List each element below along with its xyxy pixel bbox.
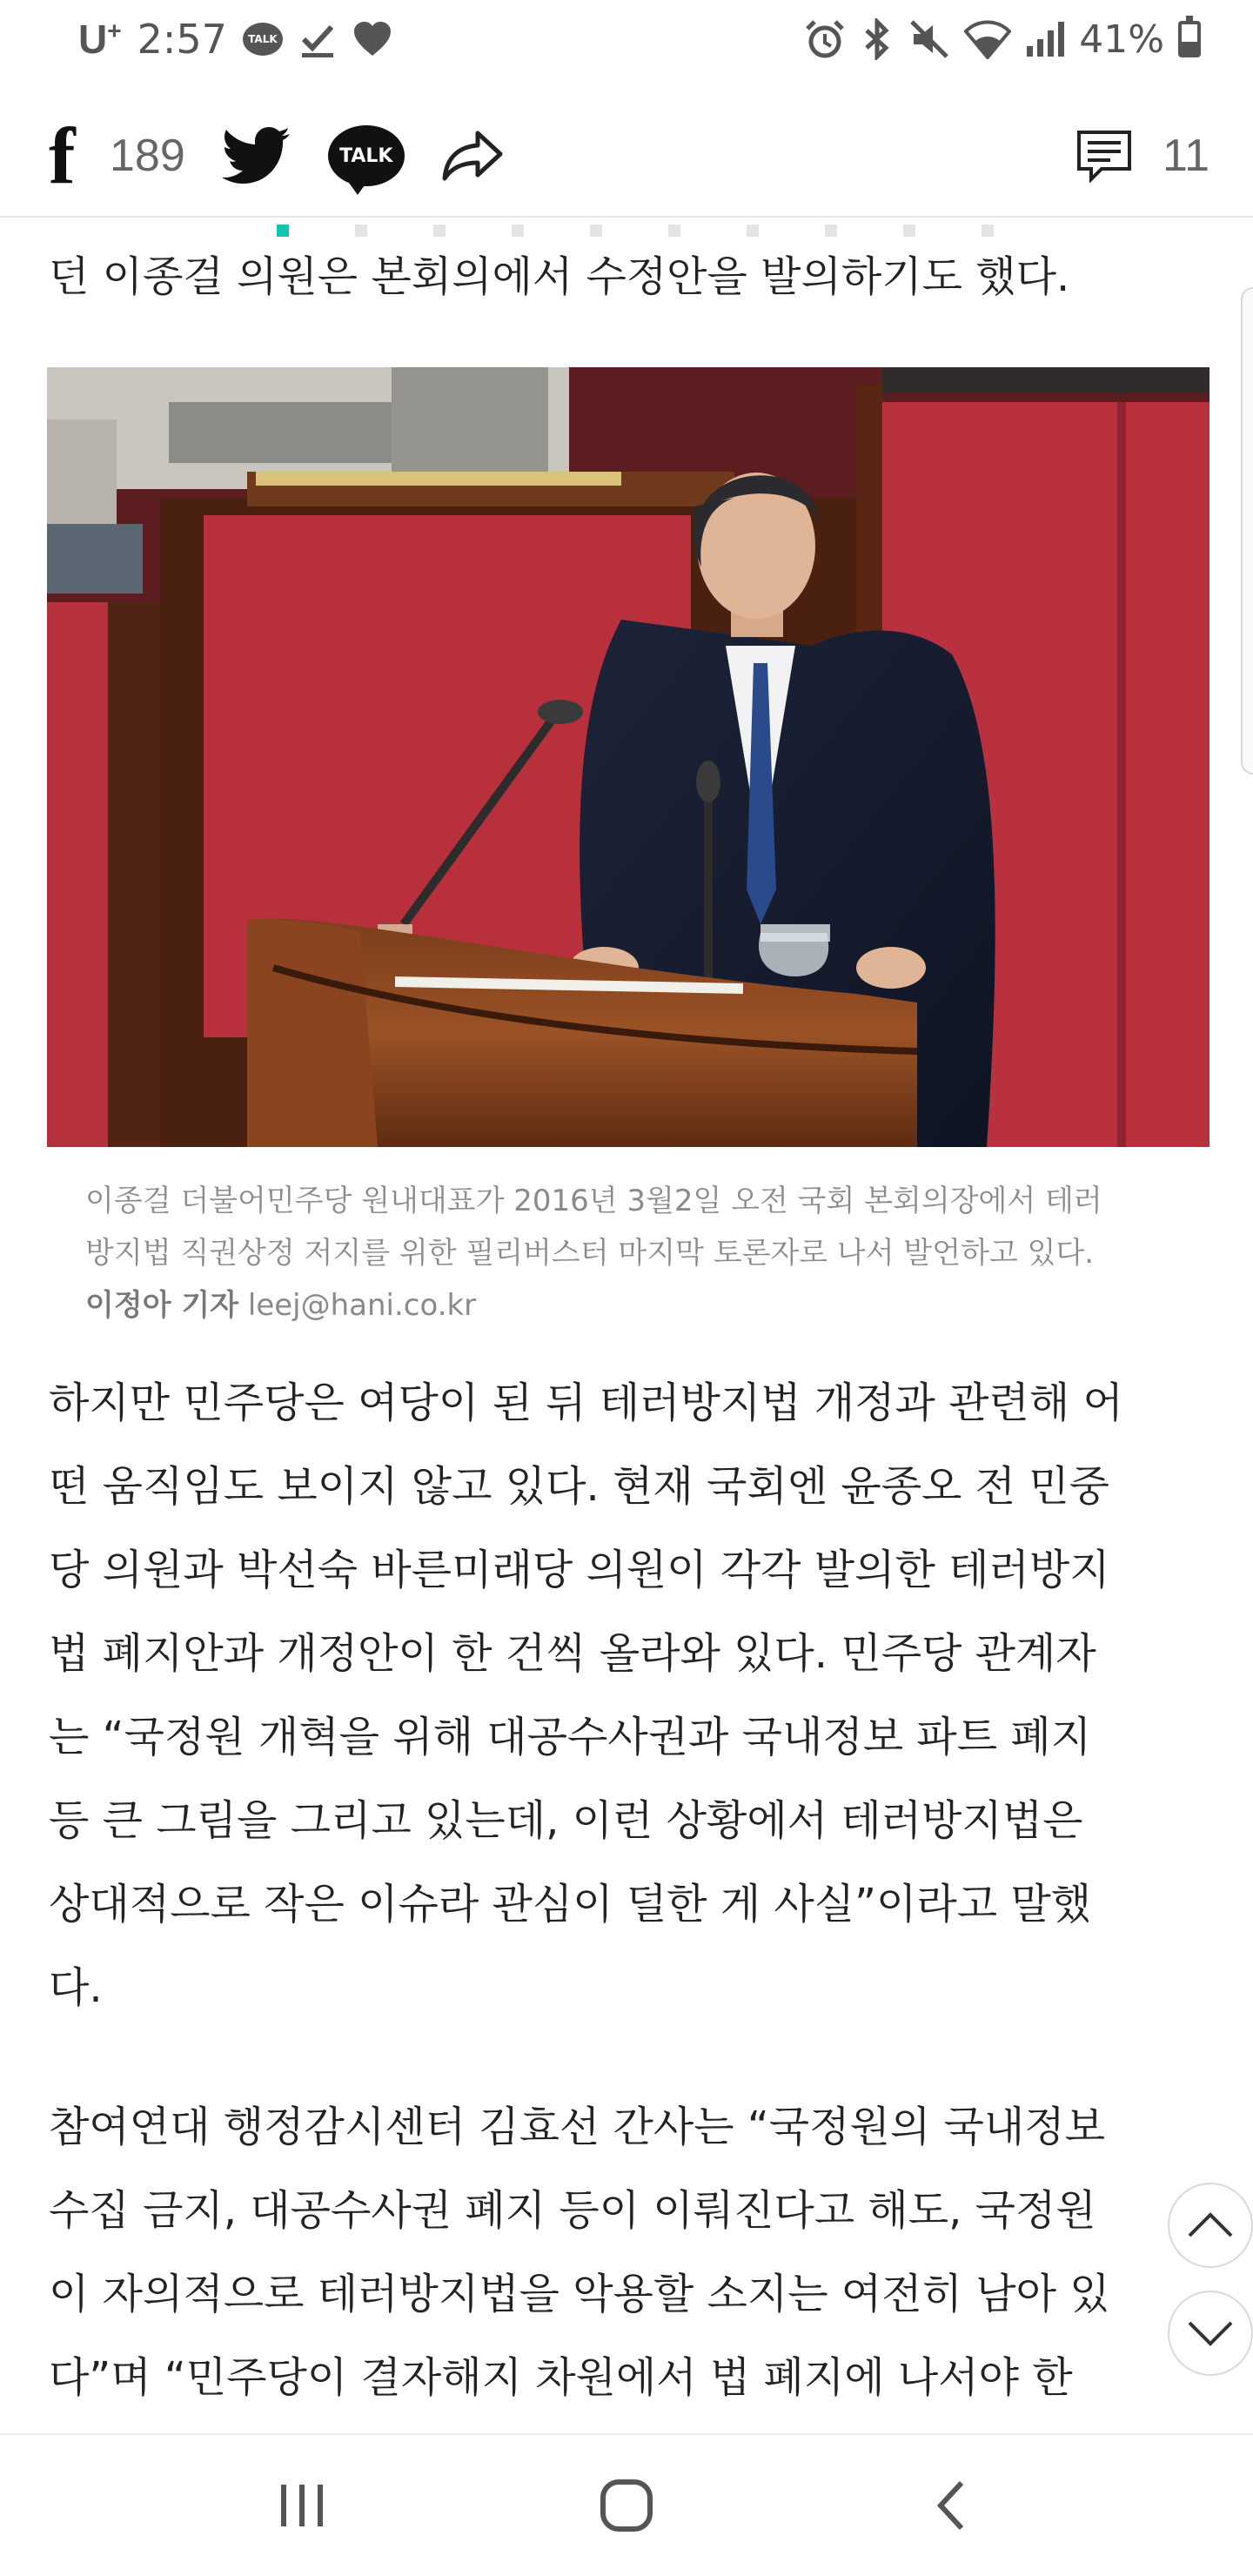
share-arrow-icon [441, 130, 504, 182]
carrier-name: U [78, 17, 108, 62]
paragraph-line: 는 “국정원 개혁을 위해 대공수사권과 국내정보 파트 폐지 [49, 1713, 1092, 1761]
paragraph-line: 다. [49, 1963, 103, 2012]
article-paragraph [49, 2085, 1163, 2419]
paragraph-line: 당 의원과 박선숙 바른미래당 의원이 각각 발의한 테러방지 [49, 1546, 1110, 1594]
chevron-up-icon [1186, 2211, 1235, 2239]
home-icon [600, 2479, 653, 2532]
progress-segment [982, 225, 994, 237]
caption-line: 방지법 직권상정 저지를 위한 필리버스터 마지막 토론자로 나서 발언하고 있다. [85, 1236, 1095, 1271]
progress-segment [668, 225, 680, 237]
paragraph-line: 이 자의적으로 테러방지법을 악용할 소지는 여전히 남아 있 [49, 2270, 1110, 2318]
kakaotalk-icon: TALK [328, 125, 405, 186]
photo-illustration [47, 367, 1209, 1147]
back-icon [934, 2479, 968, 2532]
caption-line: 이종걸 더불어민주당 원내대표가 2016년 3월2일 오전 국회 본회의장에서 테러 [85, 1184, 1102, 1218]
signal-icon [1025, 20, 1065, 58]
alarm-icon [804, 18, 846, 60]
article-paragraph [49, 1361, 1215, 2029]
paragraph-line: 하지만 민주당은 여당이 된 뒤 테러방지법 개정과 관련해 어 [49, 1379, 1123, 1427]
recent-apps-icon [278, 2483, 326, 2528]
twitter-bird-icon [222, 127, 291, 184]
facebook-icon: f [49, 111, 76, 200]
heart-icon [352, 21, 392, 57]
battery-percent: 41% [1079, 17, 1164, 62]
share-toolbar [0, 96, 1253, 218]
status-left [78, 16, 392, 63]
scroll-down-button[interactable] [1168, 2291, 1253, 2376]
status-time: 2:57 [137, 16, 227, 63]
talk-bubble-text: TALK [243, 23, 283, 56]
comment-count: 11 [1163, 131, 1209, 181]
progress-segment [512, 225, 524, 237]
paragraph-line: 수집 금지, 대공수사권 폐지 등이 이뤄진다고 해도, 국정원 [49, 2186, 1096, 2235]
scroll-up-button[interactable] [1168, 2183, 1253, 2268]
progress-segment [433, 225, 446, 237]
download-done-icon [298, 20, 337, 58]
paragraph-line: 떤 움직임도 보이지 않고 있다. 현재 국회엔 윤종오 전 민중 [49, 1462, 1110, 1511]
status-bar [0, 0, 1253, 78]
paragraph-line: 참여연대 행정감시센터 김효선 간사는 “국정원의 국내정보 [49, 2103, 1105, 2151]
wifi-icon [964, 19, 1011, 59]
battery-icon [1178, 21, 1201, 57]
mute-icon [908, 18, 950, 60]
progress-segment [590, 225, 602, 237]
progress-segment [277, 225, 289, 237]
caption-credit [85, 1279, 1182, 1332]
edge-panel-handle[interactable] [1241, 287, 1253, 775]
chevron-down-icon [1186, 2319, 1235, 2347]
progress-segment [355, 225, 367, 237]
more-share-button[interactable] [441, 130, 504, 182]
carrier-label [78, 16, 122, 63]
home-button[interactable] [579, 2458, 674, 2553]
carrier-sup: + [107, 17, 122, 44]
article-text-line: 던 이종걸 의원은 본회의에서 수정안을 발의하기도 했다. [49, 252, 1070, 301]
photo-caption [85, 1175, 1182, 1332]
comments-button[interactable] [1075, 129, 1209, 183]
system-navigation-bar [0, 2433, 1253, 2576]
facebook-share-button[interactable] [49, 111, 185, 200]
facebook-share-count: 189 [110, 131, 185, 181]
paragraph-line: 법 폐지안과 개정안이 한 건씩 올라와 있다. 민주당 관계자 [49, 1629, 1096, 1678]
recent-apps-button[interactable] [254, 2458, 350, 2553]
kakaotalk-share-button[interactable] [328, 125, 405, 186]
caption-credit-name: 이정아 기자 [85, 1288, 239, 1323]
paragraph-line: 등 큰 그림을 그리고 있는데, 이런 상황에서 테러방지법은 [49, 1796, 1083, 1845]
reading-progress [277, 225, 994, 237]
back-button[interactable] [903, 2458, 999, 2553]
comment-icon [1075, 129, 1133, 183]
twitter-share-button[interactable] [222, 127, 291, 184]
caption-credit-email[interactable]: leej@hani.co.kr [247, 1288, 477, 1323]
paragraph-line: 다”며 “민주당이 결자해지 차원에서 법 폐지에 나서야 한 [49, 2353, 1073, 2402]
progress-segment [747, 225, 759, 237]
kakaotalk-notification-icon [243, 23, 283, 56]
progress-segment [825, 225, 837, 237]
status-right [804, 17, 1201, 62]
bluetooth-icon [860, 18, 895, 60]
paragraph-line: 상대적으로 작은 이슈라 관심이 덜한 게 사실”이라고 말했 [49, 1880, 1092, 1929]
progress-segment [903, 225, 915, 237]
article-photo [47, 367, 1209, 1147]
